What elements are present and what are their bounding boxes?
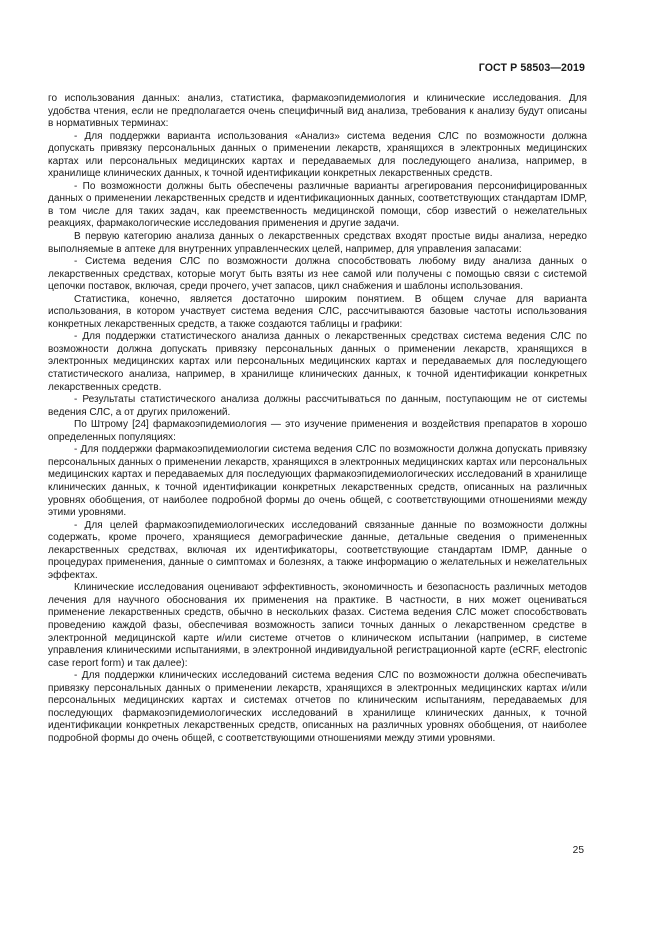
paragraph-12: Клинические исследования оценивают эффективность, экономичность и безопасность различных методов лечения для научного обоснования их применения на практике. В частности, в них может оцениваться применение лекарственных средств, обычно в нескольких фазах. Система ведения СЛС может способствовать проведению каждой фазы, обеспечивая возможность записи точных данных о лекарственном средстве в электронной медицинской карте и/или системе отчетов о клиническом испытании (например, в системе управления клиническими испытаниями, в электронной индивидуальной регистрационной карте (eCRF, electronic case report form) и так далее): [48, 582, 587, 669]
document-body [48, 93, 587, 745]
paragraph-13: - Для поддержки клинических исследований система ведения СЛС по возможности должна обеспечивать привязку персональных данных о применении лекарств, хранящихся в электронных медицинских картах и/или персональных медицинских картах и системах отчетов по клиническим испытаниям, передаваемых для последующих фармакоэпидемиологических исследований в хранилище клинических данных, к точной идентификации конкретных лекарственных средств, описанных на различных уровнях обобщения, от наиболее подробной формы до очень общей, с соответствующими отношениями между этими уровнями. [48, 670, 587, 744]
paragraph-1: го использования данных: анализ, статистика, фармакоэпидемиология и клинические исследования. Для удобства чтения, если не предполагается очень специфичный вид анализа, требования к анализу будут описаны в нормативных терминах: [48, 93, 587, 130]
paragraph-9: По Штрому [24] фармакоэпидемиология — это изучение применения и воздействия препаратов в хорошо определенных популяциях: [48, 419, 587, 443]
paragraph-6: Статистика, конечно, является достаточно широким понятием. В общем случае для варианта использования, в котором участвует система ведения СЛС, рассчитываются базовые частоты использования конкретных лекарственных средств, а также создаются таблицы и графики: [48, 293, 587, 330]
paragraph-11: - Для целей фармакоэпидемиологических исследований связанные данные по возможности должны содержать, кроме прочего, хранящиеся демографические данные, детальные сведения о примененных лекарственных средствах, включая их идентификаторы, соответствующие стандартам IDMP, данные о процедурах применения, данные о симптомах и болезнях, а также информацию о желательных и нежелательных эффектах. [48, 519, 587, 581]
standard-id-header: ГОСТ Р 58503—2019 [478, 62, 585, 74]
page-number: 25 [572, 845, 584, 856]
paragraph-7: - Для поддержки статистического анализа данных о лекарственных средствах система ведения СЛС по возможности должна допускать привязку персональных данных о применении лекарств, хранящихся в электронных медицинских картах или персональных медицинских картах и передаваемых для последующего статистического анализа, например, в хранилище клинических данных, к точной идентификации конкретных лекарственных средств. [48, 331, 587, 393]
paragraph-5: - Система ведения СЛС по возможности должна способствовать любому виду анализа данных о лекарственных средствах, которые могут быть взяты из нее самой или получены с помощью связи с системой цепочки поставок, включая, среди прочего, учет запасов, цикл снабжения и шаблоны использования. [48, 256, 587, 293]
paragraph-10: - Для поддержки фармакоэпидемиологии система ведения СЛС по возможности должна допускать привязку персональных данных о применении лекарств, хранящихся в электронных медицинских картах или персональных медицинских картах и передаваемых для последующих фармакоэпидемиологических исследований в хранилище клинических данных, к точной идентификации конкретных лекарственных средств, описанных на различных уровнях обобщения, от наиболее подробной формы до очень общей, с соответствующими отношениями между этими уровнями. [48, 444, 587, 519]
paragraph-2: - Для поддержки варианта использования «Анализ» система ведения СЛС по возможности должна допускать привязку персональных данных о применении лекарств, хранящихся в электронных медицинских картах или персональных медицинских картах и передаваемых для последующего анализа, например, в хранилище клинических данных, к точной идентификации конкретных лекарственных средств. [48, 130, 587, 180]
paragraph-3: - По возможности должны быть обеспечены различные варианты агрегирования персонифицированных данных о применении лекарственных средств и идентификационных данных, соответствующих стандартам IDMP, в том числе для таких задач, как преемственность медицинской помощи, сбор известий о нежелательных реакциях, фармакологические исследования применения и другие задачи. [48, 180, 587, 230]
paragraph-4: В первую категорию анализа данных о лекарственных средствах входят простые виды анализа, нередко выполняемые в аптеке для внутренних управленческих целей, например, для управления запасами: [48, 231, 587, 255]
paragraph-8: - Результаты статистического анализа должны рассчитываться по данным, поступающим не от системы ведения СЛС, а от других приложений. [48, 394, 587, 418]
